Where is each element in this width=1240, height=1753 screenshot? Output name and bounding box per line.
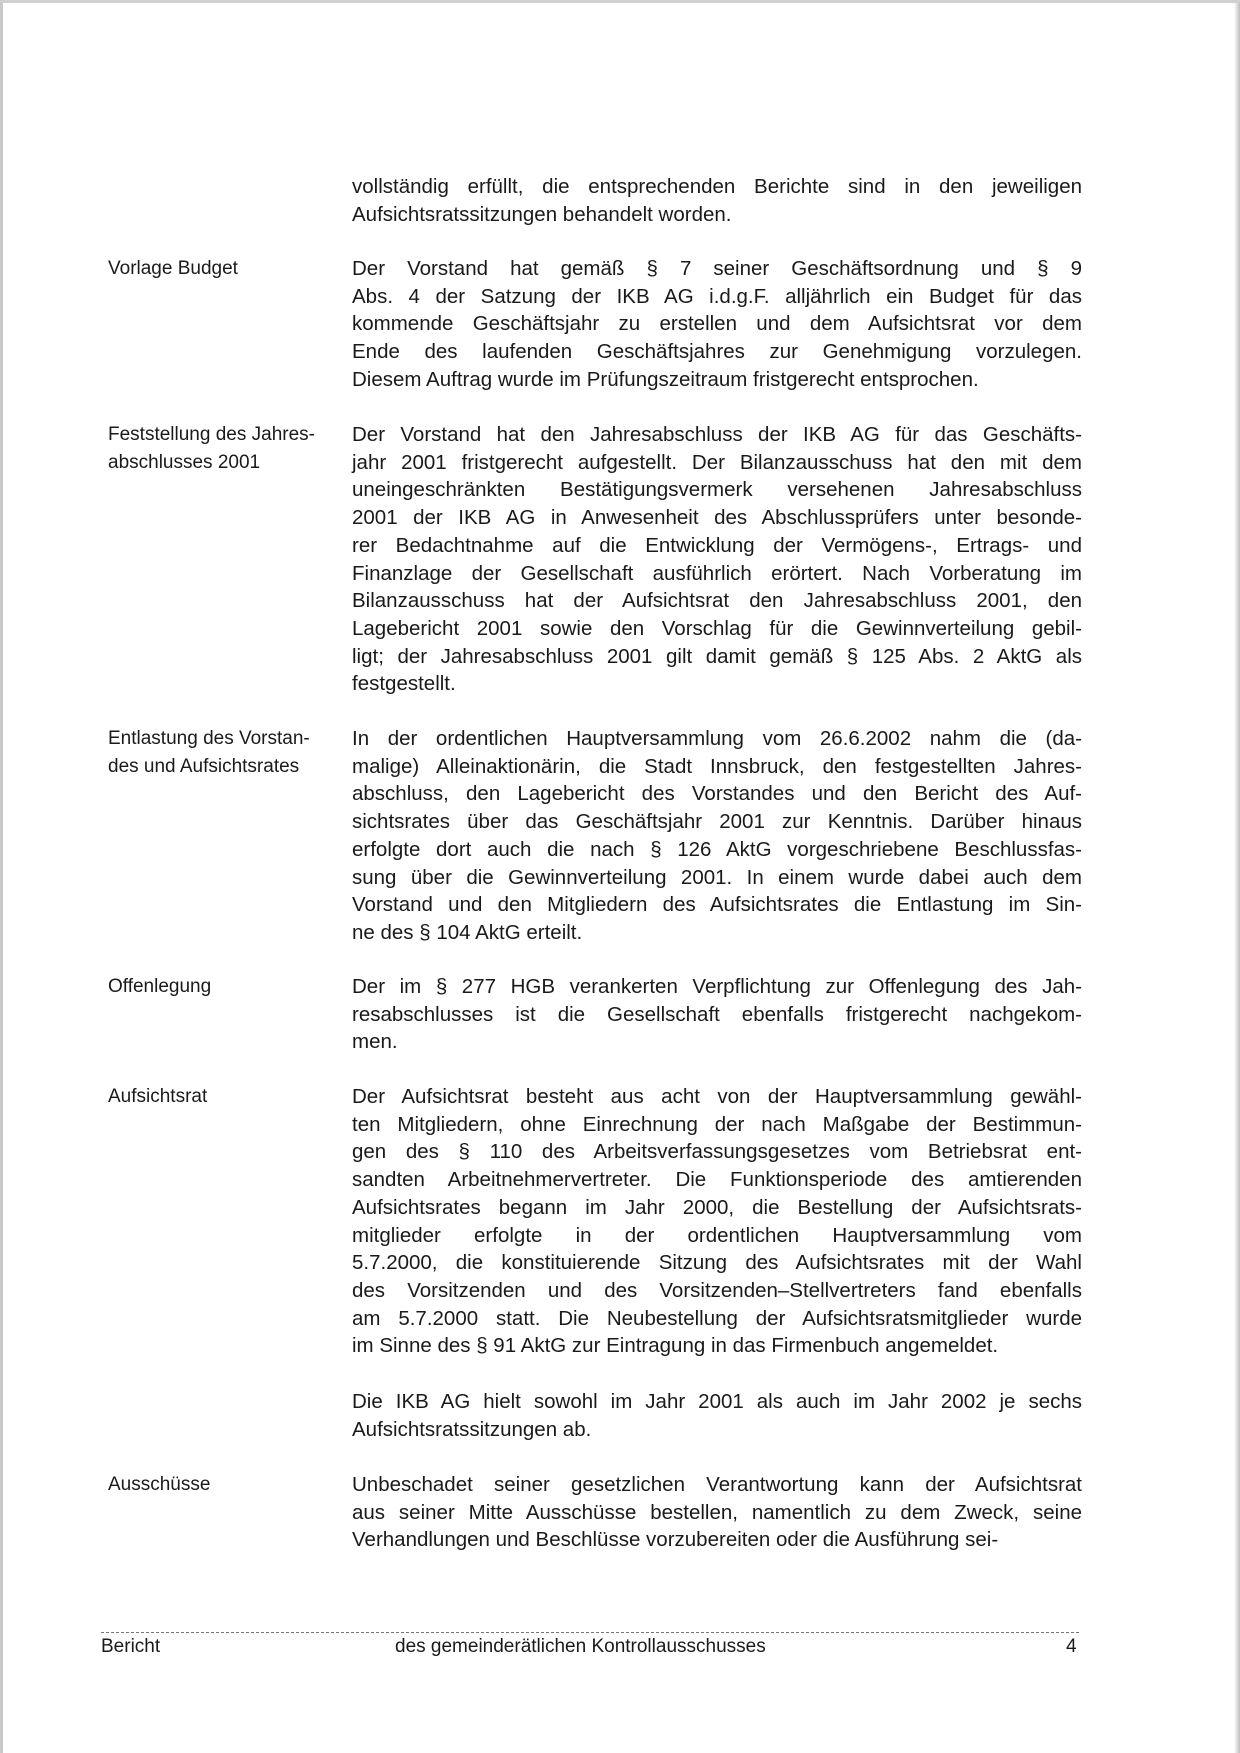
paragraph-line: In der ordentlichen Hauptversammlung vom 26.6.2002 nahm die (da- xyxy=(352,727,1082,750)
footer-title: des gemeinderätlichen Kontrollausschusses xyxy=(395,1636,766,1657)
paragraph-line: Aufsichtsrates begann im Jahr 2000, die Bestellung der Aufsichtsrats- xyxy=(352,1195,1082,1219)
paragraph-line: Diesem Auftrag wurde im Prüfungszeitraum fristgerecht entsprochen. xyxy=(352,367,979,391)
paragraph-line: Die IKB AG hielt sowohl im Jahr 2001 als auch im Jahr 2002 je sechs xyxy=(352,1390,1082,1413)
paragraph-line: 5.7.2000, die konstituierende Sitzung des Aufsichtsrates mit der Wahl xyxy=(352,1251,1082,1275)
scan-edge-right xyxy=(1234,0,1240,1753)
paragraph-line: Der im § 277 HGB verankerten Verpflichtung zur Offenlegung des Jah- xyxy=(352,975,1082,998)
paragraph-line: sung über die Gewinnverteilung 2001. In einem wurde dabei auch dem xyxy=(352,865,1082,889)
margin-heading xyxy=(108,1471,343,1499)
paragraph-line: mitglieder erfolgte in der ordentlichen Hauptversammlung vom xyxy=(352,1223,1082,1247)
paragraph-line: Aufsichtsratssitzungen ab. xyxy=(352,1417,592,1441)
paragraph-line: Aufsichtsratssitzungen behandelt worden. xyxy=(352,202,732,226)
paragraph xyxy=(352,725,1082,947)
paragraph-line: im Sinne des § 91 AktG zur Eintragung in das Firmenbuch angemeldet. xyxy=(352,1334,999,1358)
margin-heading xyxy=(108,725,343,780)
paragraph-line: Ende des laufenden Geschäftsjahres zur Genehmigung vorzulegen. xyxy=(352,340,1082,364)
paragraph-line: jahr 2001 fristgerecht aufgestellt. Der Bilanzausschuss hat den mit dem xyxy=(352,450,1082,474)
margin-heading-line: Offenlegung xyxy=(108,976,212,997)
paragraph xyxy=(352,421,1082,698)
paragraph-line: Abs. 4 der Satzung der IKB AG i.d.g.F. alljährlich ein Budget für das xyxy=(352,284,1082,308)
paragraph-line: ligt; der Jahresabschluss 2001 gilt damit gemäß § 125 Abs. 2 AktG als xyxy=(352,644,1082,668)
paragraph-line: gen des § 110 des Arbeitsverfassungsgesetzes vom Betriebsrat ent- xyxy=(352,1140,1082,1164)
margin-heading xyxy=(108,421,343,476)
paragraph xyxy=(352,1471,1082,1554)
margin-heading-line: Vorlage Budget xyxy=(108,258,238,279)
paragraph-line: Der Aufsichtsrat besteht aus acht von der Hauptversammlung gewähl- xyxy=(352,1085,1082,1108)
paragraph-line: Verhandlungen und Beschlüsse vorzubereiten oder die Ausführung sei- xyxy=(352,1528,999,1552)
paragraph-line: Vorstand und den Mitgliedern des Aufsichtsrates die Entlastung im Sin- xyxy=(352,893,1082,917)
paragraph-line: kommende Geschäftsjahr zu erstellen und dem Aufsichtsrat vor dem xyxy=(352,312,1082,336)
paragraph xyxy=(352,255,1082,394)
paragraph-line: Der Vorstand hat den Jahresabschluss der IKB AG für das Geschäfts- xyxy=(352,423,1082,446)
paragraph-line: abschluss, den Lagebericht des Vorstandes und den Bericht des Auf- xyxy=(352,782,1082,806)
scan-edge-left xyxy=(0,0,3,1753)
paragraph-line: Finanzlage der Gesellschaft ausführlich erörtert. Nach Vorberatung im xyxy=(352,561,1082,585)
scan-edge-top xyxy=(0,0,1240,3)
paragraph-line: Bilanzausschuss hat der Aufsichtsrat den Jahresabschluss 2001, den xyxy=(352,589,1082,613)
margin-heading-line: Feststellung des Jahres- xyxy=(108,424,315,445)
footer-left: Bericht xyxy=(101,1636,161,1657)
paragraph-line: uneingeschränkten Bestätigungsvermerk versehenen Jahresabschluss xyxy=(352,478,1082,502)
paragraph-line: men. xyxy=(352,1030,398,1054)
paragraph-line: am 5.7.2000 statt. Die Neubestellung der Aufsichtsratsmitglieder wurde xyxy=(352,1306,1082,1330)
paragraph-line: ten Mitgliedern, ohne Einrechnung der nach Maßgabe der Bestimmun- xyxy=(352,1112,1082,1136)
paragraph xyxy=(352,1388,1082,1443)
paragraph-line: ne des § 104 AktG erteilt. xyxy=(352,920,583,944)
margin-heading xyxy=(108,1083,343,1111)
paragraph-line: sichtsrates über das Geschäftsjahr 2001 zur Kenntnis. Darüber hinaus xyxy=(352,810,1082,834)
paragraph xyxy=(352,173,1082,228)
page-number: 4 xyxy=(1066,1636,1077,1657)
footer-divider xyxy=(101,1632,1079,1633)
paragraph-line: 2001 der IKB AG in Anwesenheit des Abschlussprüfers unter besonde- xyxy=(352,506,1082,530)
paragraph xyxy=(352,1083,1082,1360)
paragraph-line: vollständig erfüllt, die entsprechenden Berichte sind in den jeweiligen xyxy=(352,175,1082,198)
paragraph-line: festgestellt. xyxy=(352,672,456,696)
paragraph-line: malige) Alleinaktionärin, die Stadt Innsbruck, den festgestellten Jahres- xyxy=(352,754,1082,778)
margin-heading-line: abschlusses 2001 xyxy=(108,451,261,473)
paragraph-line: rer Bedachtnahme auf die Entwicklung der Vermögens-, Ertrags- und xyxy=(352,533,1082,557)
paragraph-line: Lagebericht 2001 sowie den Vorschlag für die Gewinnverteilung gebil- xyxy=(352,616,1082,640)
margin-heading xyxy=(108,973,343,1001)
paragraph-line: sandten Arbeitnehmervertreter. Die Funktionsperiode des amtierenden xyxy=(352,1168,1082,1192)
margin-heading-line: Aufsichtsrat xyxy=(108,1086,208,1107)
margin-heading xyxy=(108,255,343,283)
paragraph-line: resabschlusses ist die Gesellschaft ebenfalls fristgerecht nachgekom- xyxy=(352,1002,1082,1026)
paragraph-line: Der Vorstand hat gemäß § 7 seiner Geschäftsordnung und § 9 xyxy=(352,257,1082,280)
paragraph-line: Unbeschadet seiner gesetzlichen Verantwortung kann der Aufsichtsrat xyxy=(352,1473,1082,1496)
paragraph-line: des Vorsitzenden und des Vorsitzenden–Stellvertreters fand ebenfalls xyxy=(352,1278,1082,1302)
margin-heading-line: des und Aufsichtsrates xyxy=(108,755,300,777)
paragraph-line: aus seiner Mitte Ausschüsse bestellen, namentlich zu dem Zweck, seine xyxy=(352,1500,1082,1524)
paragraph-line: erfolgte dort auch die nach § 126 AktG vorgeschriebene Beschlussfas- xyxy=(352,837,1082,861)
margin-heading-line: Ausschüsse xyxy=(108,1474,211,1495)
paragraph xyxy=(352,973,1082,1056)
margin-heading-line: Entlastung des Vorstan- xyxy=(108,728,310,749)
